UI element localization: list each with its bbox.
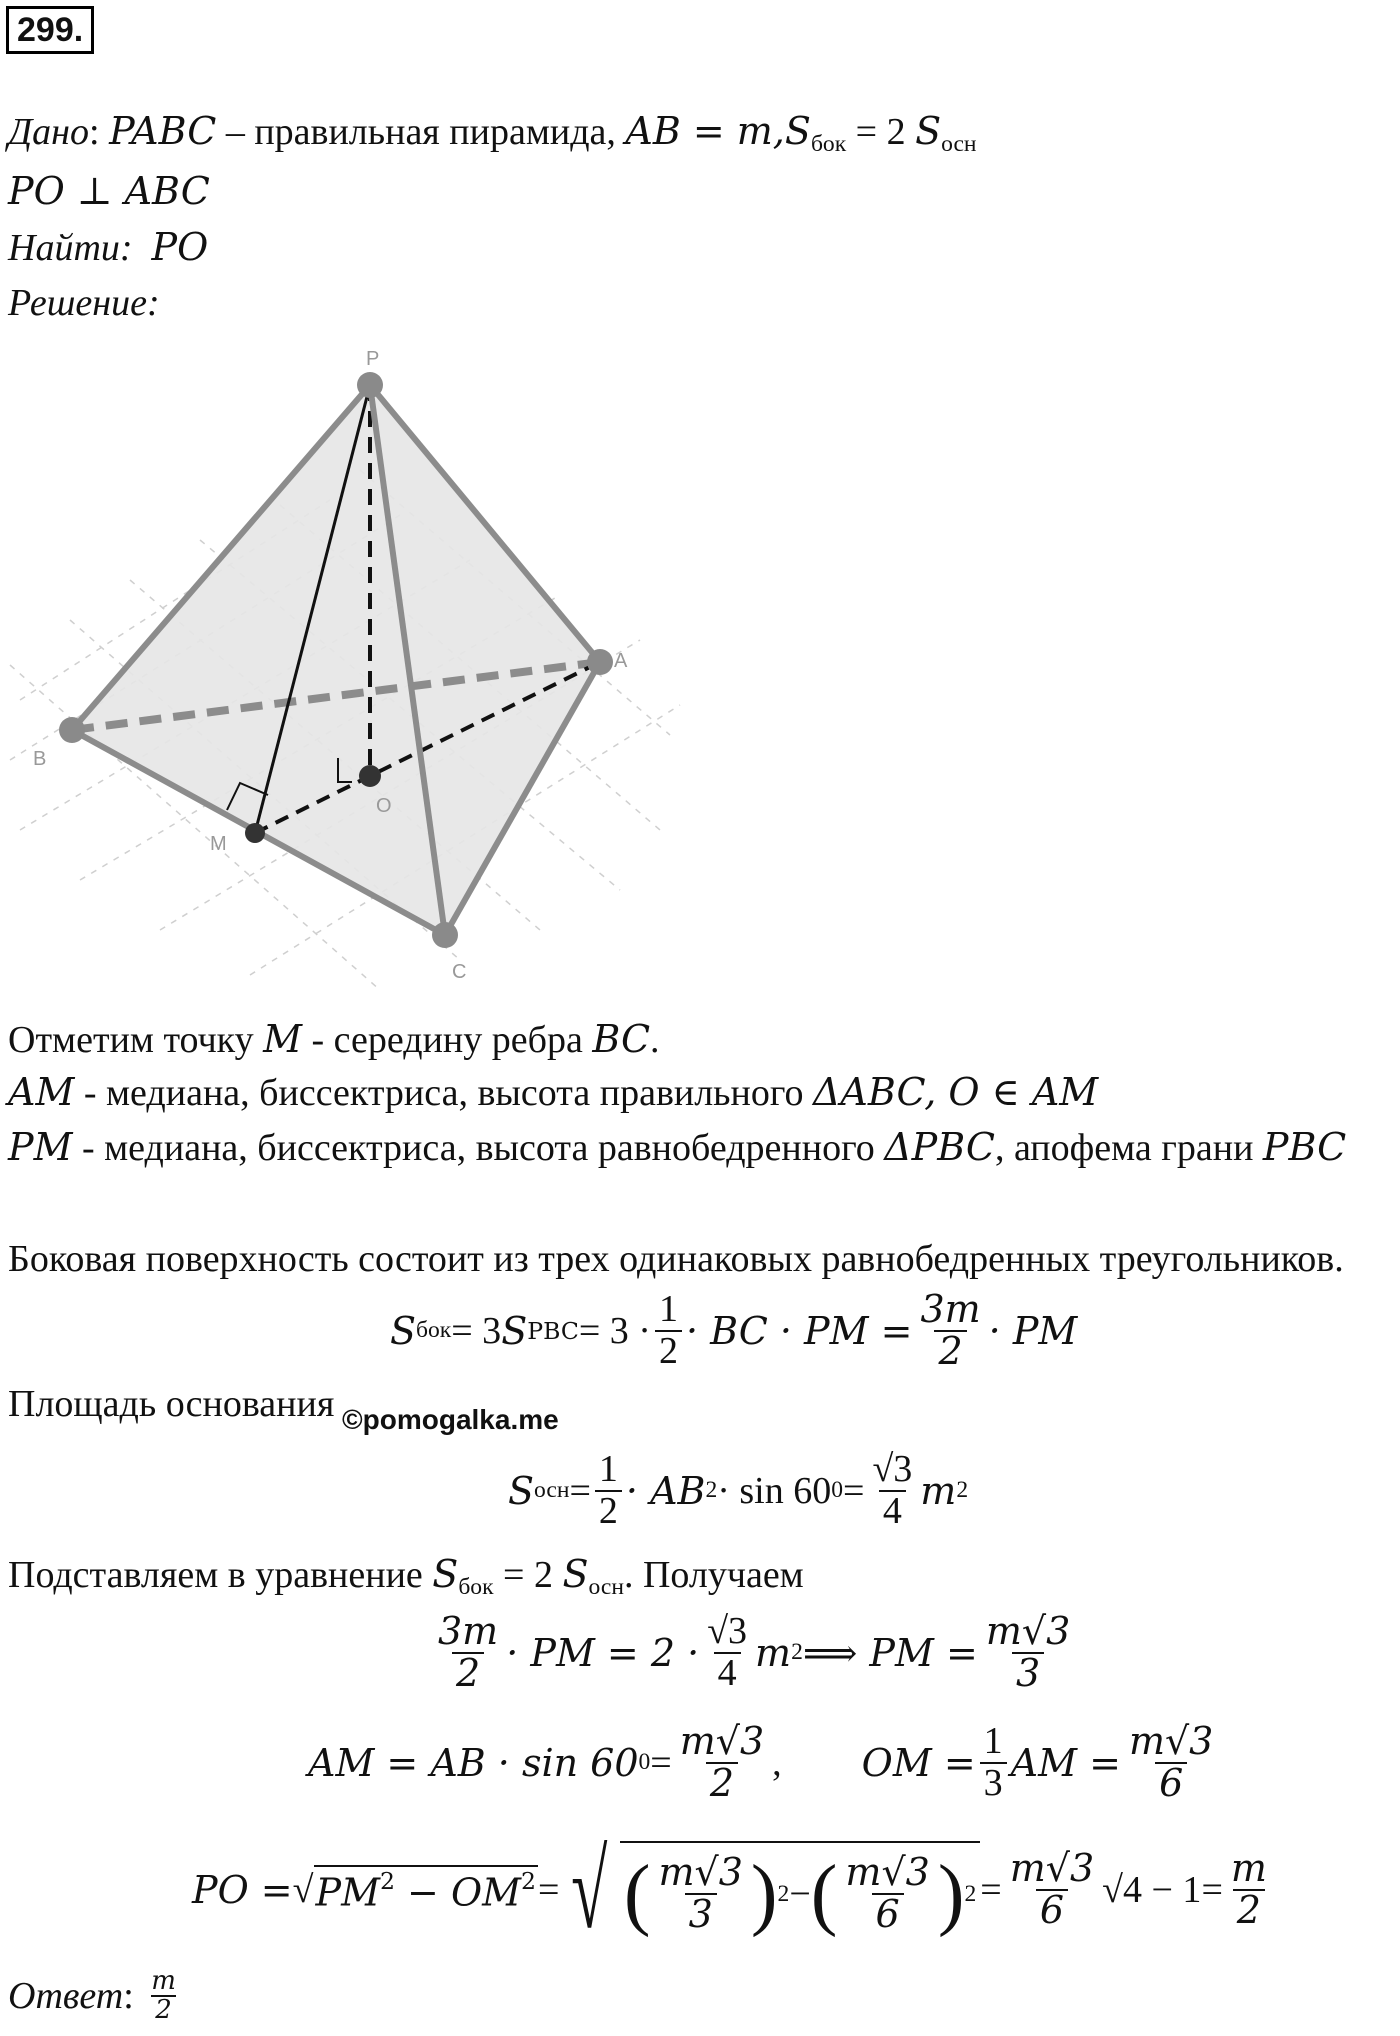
label-b: B	[33, 748, 47, 770]
f2-d2: 4	[879, 1490, 906, 1532]
f5-frac-1	[654, 1850, 746, 1936]
watermark: ©pomogalka.me	[342, 1404, 559, 1435]
f4-am-sup: 0	[638, 1749, 651, 1776]
f2-s-sub: осн	[534, 1477, 570, 1504]
f5-pm-sup: 2	[379, 1867, 395, 1896]
f4-d2: 3	[980, 1762, 1007, 1804]
given-line: Дано: PABC – правильная пирамида, AB = $m,S_{бок} = 2$ $S_{осн}$	[8, 109, 977, 158]
s-osn-sub: осн	[941, 131, 977, 158]
l6-text-b: . Получаем	[623, 1554, 804, 1596]
formula-am-om	[308, 1719, 1221, 1805]
f3-d1: 2	[452, 1652, 484, 1694]
f2-eq2: =	[843, 1469, 865, 1512]
given-label: Дано	[8, 111, 90, 153]
label-a: A	[614, 650, 628, 672]
f4-am2: AM =	[1010, 1740, 1121, 1785]
l3-face: PBC	[1262, 1125, 1347, 1169]
l2-text: - медиана, биссектриса, высота правильного	[74, 1072, 813, 1114]
point-m	[245, 823, 265, 843]
given-desc: – правильная пирамида,	[216, 111, 626, 153]
f1-d1: 2	[655, 1330, 682, 1372]
label-m: M	[210, 833, 227, 855]
f4-d3: 6	[1155, 1762, 1187, 1804]
f5-d3: 6	[1036, 1889, 1068, 1931]
f2-s: S	[508, 1468, 535, 1513]
f2-frac-half	[595, 1450, 622, 1532]
f3-n1: 3m	[438, 1609, 499, 1653]
s-osn: S	[915, 109, 942, 153]
l1-text-b: - середину ребра	[302, 1019, 593, 1061]
l6-text-a: Подставляем в уравнение	[8, 1554, 433, 1596]
f1-n2: 3m	[920, 1287, 981, 1331]
f2-eq: =	[569, 1469, 591, 1512]
f5-id2: 6	[872, 1893, 904, 1935]
f4-frac-third	[980, 1722, 1007, 1804]
f4-am: AM = AB · sin 60	[308, 1740, 639, 1785]
l3-pm: PM	[8, 1125, 73, 1169]
f3-m-sup: 2	[791, 1639, 803, 1666]
f1-n1: 1	[658, 1288, 678, 1330]
pyramid-figure	[0, 330, 700, 1010]
f1-s: S	[390, 1308, 417, 1353]
f1-eq3: = 3	[451, 1309, 502, 1352]
f3-d2: 4	[714, 1652, 741, 1694]
f5-om-sup: 2	[521, 1867, 537, 1896]
point-o	[359, 765, 381, 787]
solution-label: Решение:	[8, 282, 160, 324]
f5-d4: 2	[1233, 1889, 1265, 1931]
find-value: PO	[151, 225, 209, 269]
l2-am: AM	[8, 1070, 75, 1114]
f2-n2: √3	[872, 1448, 913, 1490]
f4-frac-am	[676, 1719, 768, 1805]
l6-s-bok-sub: бок	[458, 1574, 494, 1601]
f3-d3: 3	[1012, 1652, 1044, 1694]
l2-tri: ΔABC, O ∈ AM	[812, 1070, 1099, 1114]
l3-text: - медиана, биссектриса, высота равнобедренного	[72, 1127, 885, 1169]
equals-two: = 2	[846, 111, 916, 153]
l1-dot: .	[650, 1019, 660, 1061]
f5-minus: −	[789, 1873, 811, 1915]
f3-frac-3m2	[434, 1609, 502, 1695]
l1-m: M	[263, 1017, 303, 1061]
f5-pm: PM	[315, 1870, 380, 1915]
f2-m-sup: 2	[956, 1477, 969, 1504]
f5-frac-2	[841, 1850, 933, 1936]
f5-sq2: 2	[964, 1880, 977, 1907]
l6-s-osn-sub: осн	[588, 1574, 624, 1601]
f4-frac-om	[1125, 1719, 1217, 1805]
f1-s2: S	[501, 1308, 528, 1353]
f2-ab-sup: 2	[705, 1477, 718, 1504]
f5-radicand	[314, 1865, 539, 1914]
f4-n2: 1	[983, 1720, 1003, 1762]
formula-s-bok	[390, 1287, 1078, 1373]
f5-paren-open-2: (	[810, 1849, 838, 1938]
f5-n4: m	[1230, 1846, 1267, 1891]
f5-sqrt-4-1: √4 − 1	[1102, 1869, 1202, 1911]
f1-eq3b: = 3 ·	[578, 1309, 651, 1352]
f4-om: OM =	[861, 1740, 976, 1785]
line-midpoint	[8, 1017, 660, 1061]
vertex-a	[587, 649, 613, 675]
f3-pm: · PM = 2 ·	[506, 1630, 700, 1675]
f3-m: m	[755, 1630, 792, 1675]
line-base-area	[8, 1385, 334, 1423]
f2-frac-root3-4	[868, 1450, 916, 1532]
f1-frac-half	[655, 1290, 682, 1372]
l3-tri: ΔPBC	[884, 1125, 995, 1169]
f3-frac-result	[982, 1609, 1074, 1695]
f3-n3: m√3	[985, 1609, 1071, 1653]
f4-comma: ,	[772, 1741, 782, 1784]
f5-in1: m√3	[658, 1850, 743, 1895]
label-c: C	[452, 961, 467, 983]
f5-in2: m√3	[845, 1850, 930, 1895]
formula-pm	[430, 1609, 1078, 1695]
line-am	[8, 1070, 1099, 1114]
f5-paren-open-1: (	[623, 1849, 651, 1938]
f5-n3: m√3	[1009, 1846, 1095, 1891]
f2-sin: · sin 60	[717, 1469, 832, 1512]
f4-n3: m√3	[1128, 1719, 1214, 1763]
f5-id1: 3	[685, 1893, 717, 1935]
f3-frac-root3-4	[703, 1612, 751, 1694]
f5-eq2: =	[980, 1869, 1002, 1911]
f5-frac-3	[1006, 1846, 1098, 1932]
l3-text2: , апофема грани	[994, 1127, 1263, 1169]
answer-n: m	[151, 1966, 176, 1996]
label-p: P	[366, 348, 380, 370]
f1-s2-sub: PBC	[527, 1316, 579, 1345]
line-substitute	[8, 1552, 804, 1601]
f1-s-sub: бок	[416, 1317, 452, 1344]
line-pm	[8, 1125, 1347, 1169]
f5-frac-result	[1227, 1846, 1271, 1932]
f5-paren-close-2: )	[937, 1849, 965, 1938]
problem-number: 299.	[6, 6, 94, 54]
f2-d1: 2	[595, 1490, 622, 1532]
f1-frac-3m2	[916, 1287, 984, 1373]
label-o: O	[376, 795, 392, 817]
f5-sq1: 2	[777, 1880, 790, 1907]
f1-pm: · PM	[988, 1308, 1078, 1353]
f5-paren-close-1: )	[750, 1849, 778, 1938]
l6-eq2: = 2	[493, 1554, 563, 1596]
find-line	[8, 225, 209, 269]
answer-line: Ответ : $\frac{m}{2}$	[8, 1968, 184, 2025]
f1-bcpm: · BC · PM =	[685, 1308, 913, 1353]
f5-eq3: =	[1201, 1869, 1223, 1911]
f5-eq: =	[538, 1869, 560, 1911]
f1-d2: 2	[934, 1330, 966, 1372]
l1-text-a: Отметим точку	[8, 1019, 264, 1061]
f5-sqrt-sign: √	[292, 1869, 314, 1911]
f2-ab: · AB	[625, 1468, 706, 1513]
l5-text: Площадь основания	[8, 1383, 335, 1425]
formula-s-osn	[508, 1450, 968, 1532]
vertex-p	[357, 372, 383, 398]
f5-po: PO =	[192, 1868, 293, 1912]
ab-equals: AB = m,	[625, 109, 785, 153]
answer-frac	[147, 1968, 180, 2025]
line-lateral: Боковая поверхность состоит из трех одинаковых равнобедренных треугольников.	[8, 1238, 1344, 1280]
answer-d: 2	[151, 1995, 176, 2024]
f2-sin-sup: 0	[831, 1477, 843, 1504]
f4-n1: m√3	[679, 1719, 765, 1763]
f2-m: m	[920, 1468, 957, 1513]
l6-s-osn: S	[562, 1552, 589, 1596]
f5-big-sqrt: √	[571, 1829, 608, 1951]
f3-implies: ⟹ PM =	[802, 1630, 978, 1675]
vertex-c	[432, 922, 458, 948]
pyramid-name: PABC	[109, 109, 217, 153]
find-label: Найти:	[8, 227, 133, 269]
f5-big-radicand	[620, 1841, 980, 1940]
f5-om: − OM	[394, 1870, 522, 1915]
f4-d1: 2	[706, 1762, 738, 1804]
pyramid-faces	[72, 385, 600, 935]
l1-bc: BC	[592, 1017, 651, 1061]
l6-s-bok: S	[432, 1552, 459, 1596]
vertex-b	[59, 717, 85, 743]
s-bok-sub: бок	[810, 131, 847, 158]
answer-label: Ответ	[8, 1975, 124, 2018]
f2-n1: 1	[598, 1448, 618, 1490]
formula-po	[192, 1829, 1275, 1951]
f3-n2: √3	[707, 1610, 748, 1652]
s-bok: S	[784, 109, 811, 153]
f4-eq: =	[650, 1741, 672, 1784]
perp-line: PO ⊥ ABC	[8, 169, 210, 213]
